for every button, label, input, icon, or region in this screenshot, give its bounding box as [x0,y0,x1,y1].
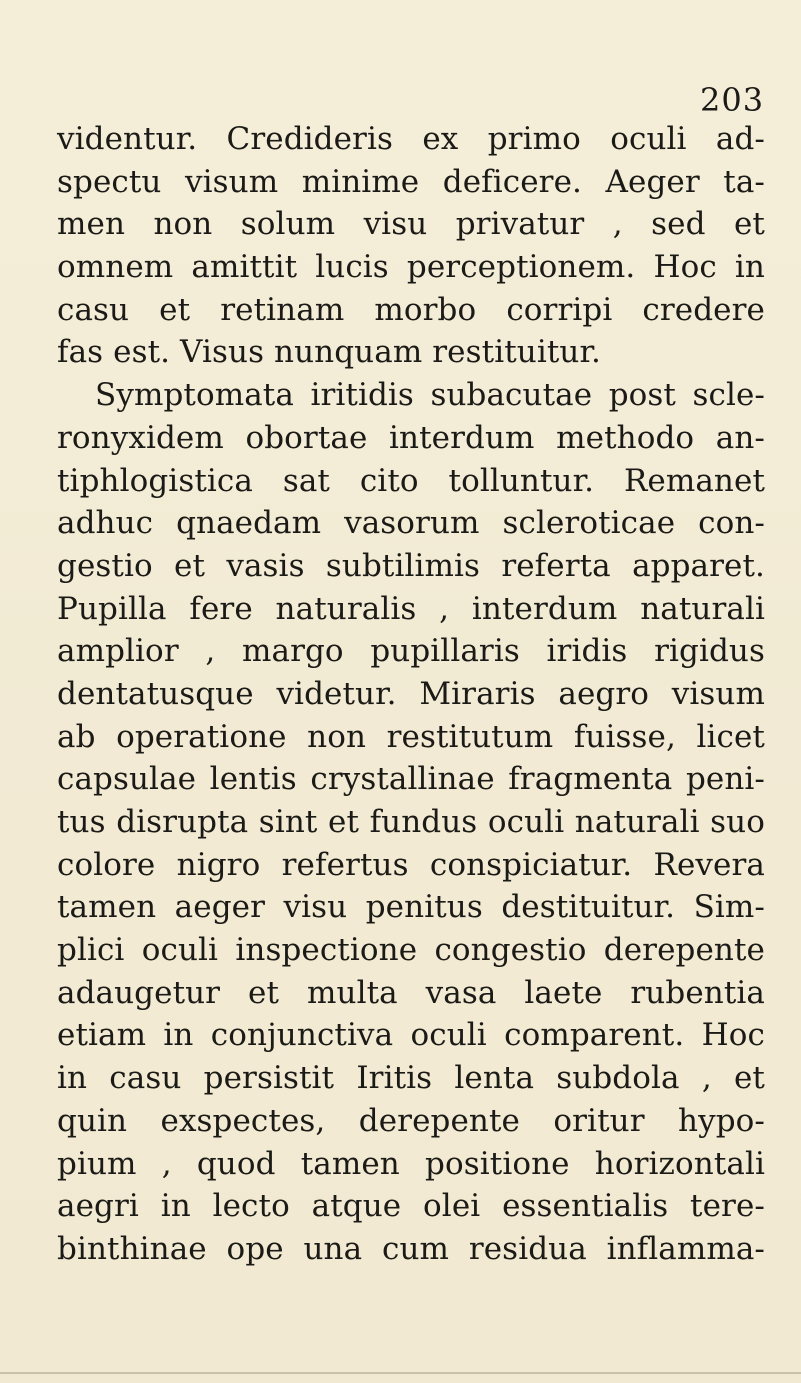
page-bottom-edge [0,1372,801,1374]
text-line: adaugetur et multa vasa laete rubentia [57,974,765,1011]
text-line: binthinae ope una cum residua inflamma- [57,1230,765,1267]
text-line: plici oculi inspectione congestio derepente [57,932,765,969]
text-line: tamen aeger visu penitus destituitur. Sim- [57,889,765,926]
text-line: aegri in lecto atque olei essentialis tere- [57,1188,765,1225]
text-line: capsulae lentis crystallinae fragmenta peni- [57,761,765,798]
text-line: fas est. Visus nunquam restituitur. [57,334,601,371]
text-line: ab operatione non restitutum fuisse, licet [57,718,765,755]
text-line: in casu persistit Iritis lenta subdola , et [57,1060,765,1097]
text-line: dentatusque videtur. Miraris aegro visum [57,675,765,712]
text-line: videntur. Credideris ex primo oculi ad- [57,121,765,157]
text-line: quin exspectes, derepente oritur hypo- [57,1102,765,1139]
text-line: colore nigro refertus conspiciatur. Revera [57,846,765,883]
text-line: pium , quod tamen positione horizontali [57,1145,765,1182]
text-line: Pupilla fere naturalis , interdum naturali [57,590,765,627]
body-text [57,118,765,1271]
text-line: spectu visum minime deficere. Aeger ta- [57,163,765,200]
text-line: etiam in conjunctiva oculi comparent. Hoc [57,1017,765,1054]
text-line: adhuc qnaedam vasorum scleroticae con- [57,505,765,542]
text-line: casu et retinam morbo corripi credere [57,291,765,328]
text-line: tus disrupta sint et fundus oculi naturali suo [57,804,765,840]
text-line: omnem amittit lucis perceptionem. Hoc in [57,249,765,286]
text-line: men non solum visu privatur , sed et [57,206,765,243]
text-line: tiphlogistica sat cito tolluntur. Remanet [57,462,765,499]
text-line-paragraph-start: Symptomata iritidis subacutae post scle- [95,377,765,414]
text-line: gestio et vasis subtilimis referta apparet. [57,547,765,584]
page-number: 203 [700,81,765,119]
text-line: ronyxidem obortae interdum methodo an- [57,419,765,456]
text-line: amplior , margo pupillaris iridis rigidus [57,633,765,670]
